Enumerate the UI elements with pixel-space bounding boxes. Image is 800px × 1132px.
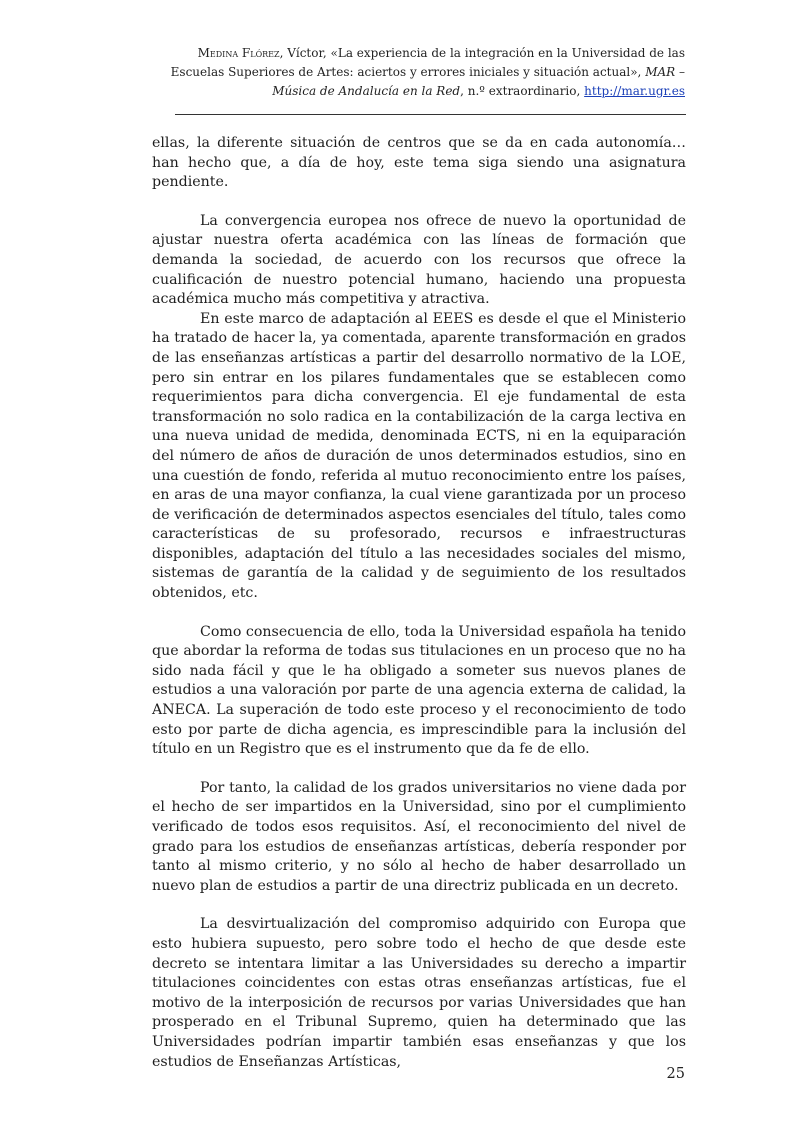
paragraph: ellas, la diferente situación de centros que se da en cada autonomía… han hecho que, a día de hoy, este tema siga siendo una asignatura pendiente. xyxy=(152,135,686,191)
paragraph: Como consecuencia de ello, toda la Universidad española ha tenido que abordar la reforma de todas sus titulaciones en un proceso que no ha sido nada fácil y que le ha obligado a someter sus nuevos planes de estudios a una valoración por parte de una agencia externa de calidad, la ANECA. La superación de todo este proceso y el reconocimiento de todo esto por parte de dicha agencia, es imprescindible para la inclusión del título en un Registro que es el instrumento que da fe de ello. xyxy=(152,623,686,758)
header-author: Medina Flórez xyxy=(197,46,280,60)
body-text xyxy=(152,134,686,1072)
paragraph: La desvirtualización del compromiso adquirido con Europa que esto hubiera supuesto, pero sobre todo el hecho de que desde este decreto se intentara limitar a las Universidades su derecho a impartir titulaciones coincidentes con estas otras enseñanzas artísticas, fue el motivo de la interposición de recursos por varias Universidades que han prosperado en el Tribunal Supremo, quien ha determinado que las Universidades podrían impartir también esas enseñanzas y que los estudios de Enseñanzas Artísticas, xyxy=(152,916,686,1070)
header-citation: , Víctor, «La experiencia de la integración en la Universidad de las Escuelas Superiores de Artes: aciertos y errores iniciales y situación actual», xyxy=(170,46,685,79)
header-journal: MAR – Música de Andalucía en la Red xyxy=(272,65,685,98)
header-divider xyxy=(175,114,686,115)
page-number: 25 xyxy=(666,1066,685,1082)
paragraph: Por tanto, la calidad de los grados universitarios no viene dada por el hecho de ser impartidos en la Universidad, sino por el cumplimiento verificado de todos esos requisitos. Así, el reconocimiento del nivel de grado para los estudios de enseñanzas artísticas, debería responder por tanto al mismo criterio, y no sólo al hecho de haber desarrollado un nuevo plan de estudios a partir de una directriz publicada en un decreto. xyxy=(152,779,686,894)
header-issue: , n.º extraordinario, xyxy=(460,84,585,98)
paragraph: En este marco de adaptación al EEES es desde el que el Ministerio ha tratado de hacer la, ya comentada, aparente transformación en grados de las enseñanzas artísticas a partir del desarrollo normativo de la LOE, pero sin entrar en los pilares fundamentales que se establecen como requerimientos para dicha convergencia. El eje fundamental de esta transformación no solo radica en la contabilización de la carga lectiva en una nueva unidad de medida, denominada ECTS, ni en la equiparación del número de años de duración de unos determinados estudios, sino en una cuestión de fondo, referida al mutuo reconocimiento entre los países, en aras de una mayor confianza, la cual viene garantizada por un proceso de verificación de determinados aspectos esenciales del título, tales como características de su profesorado, recursos e infraestructuras disponibles, adaptación del título a las necesidades sociales del mismo, sistemas de garantía de la calidad y de seguimiento de los resultados obtenidos, etc. xyxy=(152,310,686,602)
paragraph: La convergencia europea nos ofrece de nuevo la oportunidad de ajustar nuestra oferta académica con las líneas de formación que demanda la sociedad, de acuerdo con los recursos que ofrece la cualificación de nuestro potencial humano, haciendo una propuesta académica mucho más competitiva y atractiva. xyxy=(152,212,686,308)
header-url-link[interactable]: http://mar.ugr.es xyxy=(584,84,685,98)
running-header xyxy=(160,44,685,101)
